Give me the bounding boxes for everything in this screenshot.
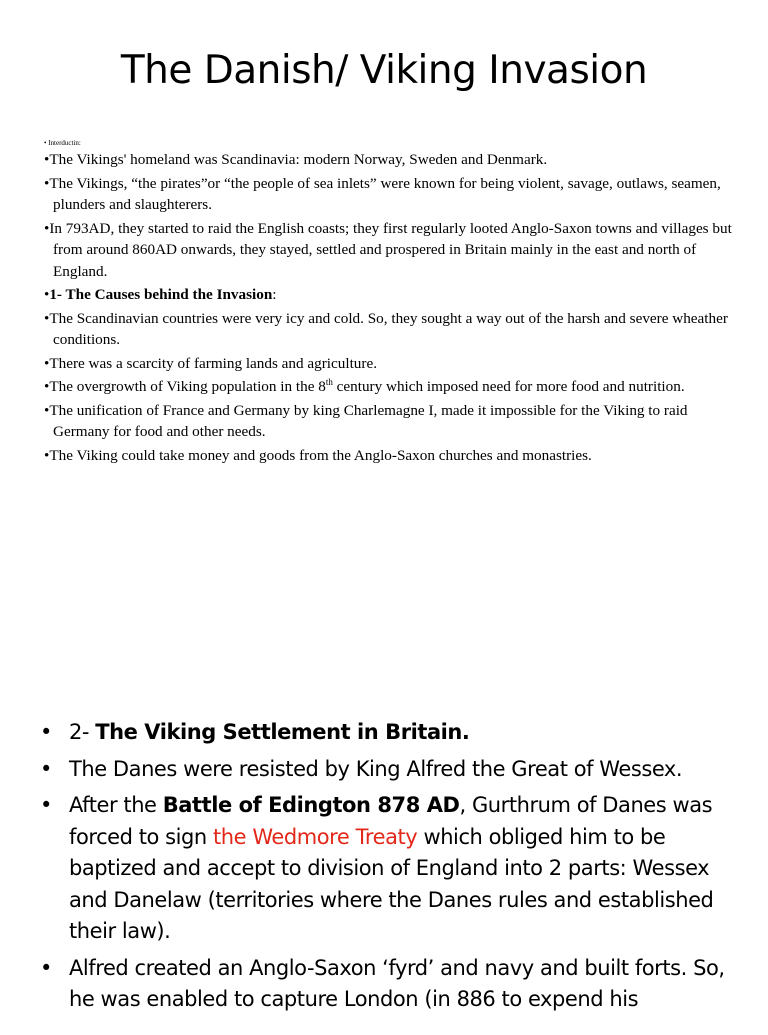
slide-1-bullet-list [44,138,734,468]
list-item: •The unification of France and Germany by king Charlemagne I, made it impossible for the Viking to raid Germany for food and other needs. [44,401,688,440]
list-item: •There was a scarcity of farming lands and agriculture. [44,354,377,372]
highlighted-treaty-name: the Wedmore Treaty [212,824,418,849]
list-item: • After the Battle of Edington 878 AD, Gurthrum of Danes was forced to sign the Wedmore Treaty which obliged him to be baptized and accept to division of England into 2 parts: Wessex and Danelaw (territories where the Danes rules and established their law). [40,790,740,948]
list-item: •In 793AD, they started to raid the English coasts; they first regularly looted Anglo-Saxon towns and villages but from around 860AD onwards, they stayed, settled and prospered in Britain mainly in the east and north of England. [44,219,732,280]
bullet-icon: • [40,756,52,781]
bullet-icon: • [44,151,50,168]
bullet-icon: • [44,219,50,237]
section-heading-settlement: • 2- The Viking Settlement in Britain. [40,717,740,749]
bullet-icon: • [40,955,52,980]
list-item-intro: • Interductin: [44,139,81,147]
list-item: • The Danes were resisted by King Alfred the Great of Wessex. [40,754,740,786]
bullet-icon: • [44,354,50,372]
bullet-icon: • [44,446,50,464]
list-item: •The overgrowth of Viking population in the 8th century which imposed need for more food and nutrition. [44,377,685,395]
bullet-icon: • [44,174,50,192]
bullet-icon: • [44,139,47,147]
list-item: •The Vikings, “the pirates”or “the people of sea inlets” were known for being violent, savage, outlaws, seamen, plunders and slaughterers. [44,174,721,213]
bullet-icon: • [44,378,50,395]
bullet-icon: • [40,793,52,817]
bullet-icon: • [44,286,50,303]
list-item: •The Vikings' homeland was Scandinavia: modern Norway, Sweden and Denmark. [44,151,548,168]
list-item: •The Viking could take money and goods from the Anglo-Saxon churches and monastries. [44,446,592,464]
section-heading-causes: •1- The Causes behind the Invasion: [44,286,277,303]
bullet-icon: • [40,720,52,744]
slide-2 [0,705,768,1035]
slide-2-bullet-list [40,717,740,1021]
bullet-icon: • [44,309,50,327]
list-item: •The Scandinavian countries were very icy and cold. So, they sought a way out of the harsh and severe wheather conditions. [44,309,728,348]
bullet-icon: • [44,401,50,419]
page-title: The Danish/ Viking Invasion [120,48,648,93]
list-item: • Alfred created an Anglo-Saxon ‘fyrd’ and navy and built forts. So, he was enabled to capture London (in 886 to expend his [40,953,740,1016]
